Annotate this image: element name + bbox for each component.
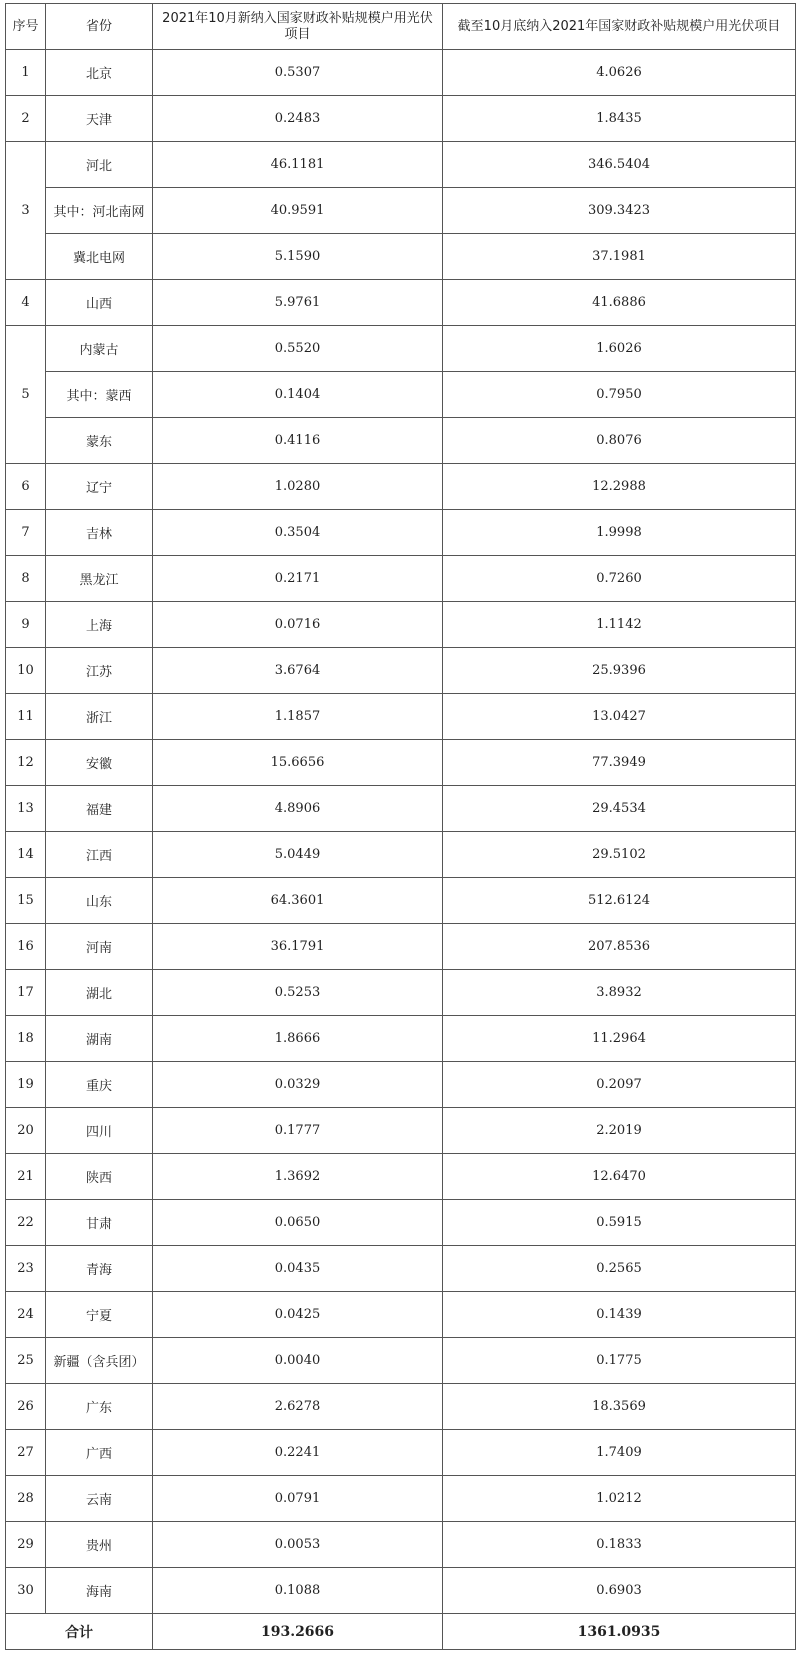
row-cumulative-value: 0.6903 — [443, 1568, 796, 1614]
row-province: 天津 — [46, 96, 153, 142]
row-new-value: 0.0716 — [153, 602, 443, 648]
row-province: 江西 — [46, 832, 153, 878]
header-row — [6, 4, 796, 50]
row-index: 16 — [6, 924, 46, 970]
row-new-value: 0.1404 — [153, 372, 443, 418]
row-new-value: 0.0791 — [153, 1476, 443, 1522]
row-new-value: 0.0053 — [153, 1522, 443, 1568]
row-index: 25 — [6, 1338, 46, 1384]
row-cumulative-value: 0.5915 — [443, 1200, 796, 1246]
row-index: 2 — [6, 96, 46, 142]
row-cumulative-value: 512.6124 — [443, 878, 796, 924]
row-new-value: 3.6764 — [153, 648, 443, 694]
row-province: 黑龙江 — [46, 556, 153, 602]
table-row — [6, 1292, 796, 1338]
row-new-value: 1.8666 — [153, 1016, 443, 1062]
row-province: 四川 — [46, 1108, 153, 1154]
row-cumulative-value: 13.0427 — [443, 694, 796, 740]
row-index: 11 — [6, 694, 46, 740]
row-cumulative-value: 29.5102 — [443, 832, 796, 878]
row-cumulative-value: 12.6470 — [443, 1154, 796, 1200]
row-cumulative-value: 1.7409 — [443, 1430, 796, 1476]
table-row — [6, 50, 796, 96]
row-province: 甘肃 — [46, 1200, 153, 1246]
row-index: 15 — [6, 878, 46, 924]
subsidy-table — [5, 3, 796, 1650]
row-index: 1 — [6, 50, 46, 96]
row-province: 河南 — [46, 924, 153, 970]
row-province: 安徽 — [46, 740, 153, 786]
row-cumulative-value: 1.8435 — [443, 96, 796, 142]
table-row — [6, 1522, 796, 1568]
row-index: 7 — [6, 510, 46, 556]
row-cumulative-value: 12.2988 — [443, 464, 796, 510]
table-row — [6, 1476, 796, 1522]
row-index: 14 — [6, 832, 46, 878]
row-cumulative-value: 0.1833 — [443, 1522, 796, 1568]
row-province: 山东 — [46, 878, 153, 924]
table-body — [6, 50, 796, 1614]
row-province: 福建 — [46, 786, 153, 832]
row-new-value: 15.6656 — [153, 740, 443, 786]
row-new-value: 0.4116 — [153, 418, 443, 464]
row-province: 广东 — [46, 1384, 153, 1430]
table-row — [6, 970, 796, 1016]
row-new-value: 36.1791 — [153, 924, 443, 970]
row-new-value: 1.1857 — [153, 694, 443, 740]
row-cumulative-value: 0.8076 — [443, 418, 796, 464]
row-index: 4 — [6, 280, 46, 326]
row-cumulative-value: 1.6026 — [443, 326, 796, 372]
row-index: 23 — [6, 1246, 46, 1292]
table-row — [6, 142, 796, 188]
row-new-value: 2.6278 — [153, 1384, 443, 1430]
table-row — [6, 96, 796, 142]
total-cumulative: 1361.0935 — [443, 1614, 796, 1650]
row-cumulative-value: 41.6886 — [443, 280, 796, 326]
row-index: 18 — [6, 1016, 46, 1062]
row-province: 云南 — [46, 1476, 153, 1522]
table-row — [6, 648, 796, 694]
row-cumulative-value: 0.1775 — [443, 1338, 796, 1384]
row-index: 10 — [6, 648, 46, 694]
table-row — [6, 556, 796, 602]
row-index: 12 — [6, 740, 46, 786]
row-cumulative-value: 3.8932 — [443, 970, 796, 1016]
table-row — [6, 234, 796, 280]
row-province: 湖南 — [46, 1016, 153, 1062]
table-row — [6, 740, 796, 786]
row-province: 冀北电网 — [46, 234, 153, 280]
row-index: 6 — [6, 464, 46, 510]
row-new-value: 1.3692 — [153, 1154, 443, 1200]
row-province: 山西 — [46, 280, 153, 326]
row-index: 17 — [6, 970, 46, 1016]
row-new-value: 0.5307 — [153, 50, 443, 96]
row-cumulative-value: 1.1142 — [443, 602, 796, 648]
row-new-value: 1.0280 — [153, 464, 443, 510]
row-cumulative-value: 309.3423 — [443, 188, 796, 234]
row-province: 吉林 — [46, 510, 153, 556]
table-row — [6, 1384, 796, 1430]
row-new-value: 0.1088 — [153, 1568, 443, 1614]
table-row — [6, 510, 796, 556]
row-province: 内蒙古 — [46, 326, 153, 372]
row-new-value: 64.3601 — [153, 878, 443, 924]
row-province: 其中：蒙西 — [46, 372, 153, 418]
row-index: 20 — [6, 1108, 46, 1154]
row-cumulative-value: 1.0212 — [443, 1476, 796, 1522]
row-new-value: 46.1181 — [153, 142, 443, 188]
row-province: 江苏 — [46, 648, 153, 694]
row-index: 21 — [6, 1154, 46, 1200]
row-new-value: 5.1590 — [153, 234, 443, 280]
row-cumulative-value: 2.2019 — [443, 1108, 796, 1154]
row-new-value: 0.0435 — [153, 1246, 443, 1292]
row-new-value: 0.0329 — [153, 1062, 443, 1108]
row-index: 8 — [6, 556, 46, 602]
table-row — [6, 786, 796, 832]
row-new-value: 5.9761 — [153, 280, 443, 326]
row-province: 贵州 — [46, 1522, 153, 1568]
row-new-value: 0.1777 — [153, 1108, 443, 1154]
table-row — [6, 602, 796, 648]
table-row — [6, 1430, 796, 1476]
row-new-value: 0.2241 — [153, 1430, 443, 1476]
total-row — [6, 1614, 796, 1650]
row-index: 29 — [6, 1522, 46, 1568]
row-cumulative-value: 77.3949 — [443, 740, 796, 786]
header-province: 省份 — [46, 4, 153, 50]
table-row — [6, 694, 796, 740]
row-province: 新疆（含兵团） — [46, 1338, 153, 1384]
total-new: 193.2666 — [153, 1614, 443, 1650]
row-new-value: 0.0040 — [153, 1338, 443, 1384]
row-cumulative-value: 0.2097 — [443, 1062, 796, 1108]
table-row — [6, 188, 796, 234]
row-index: 28 — [6, 1476, 46, 1522]
table-row — [6, 1108, 796, 1154]
row-index: 13 — [6, 786, 46, 832]
row-cumulative-value: 1.9998 — [443, 510, 796, 556]
row-index: 30 — [6, 1568, 46, 1614]
row-cumulative-value: 207.8536 — [443, 924, 796, 970]
row-new-value: 0.0425 — [153, 1292, 443, 1338]
row-province: 重庆 — [46, 1062, 153, 1108]
table-row — [6, 1200, 796, 1246]
row-new-value: 0.3504 — [153, 510, 443, 556]
row-new-value: 0.5253 — [153, 970, 443, 1016]
row-cumulative-value: 29.4534 — [443, 786, 796, 832]
table-row — [6, 924, 796, 970]
row-index: 9 — [6, 602, 46, 648]
row-province: 广西 — [46, 1430, 153, 1476]
table-row — [6, 464, 796, 510]
row-province: 浙江 — [46, 694, 153, 740]
row-province: 青海 — [46, 1246, 153, 1292]
row-index: 3 — [6, 142, 46, 280]
row-province: 其中：河北南网 — [46, 188, 153, 234]
row-index: 27 — [6, 1430, 46, 1476]
row-province: 陕西 — [46, 1154, 153, 1200]
row-cumulative-value: 0.7260 — [443, 556, 796, 602]
table-row — [6, 418, 796, 464]
row-new-value: 40.9591 — [153, 188, 443, 234]
row-province: 宁夏 — [46, 1292, 153, 1338]
total-label: 合计 — [6, 1614, 153, 1650]
row-new-value: 4.8906 — [153, 786, 443, 832]
row-cumulative-value: 11.2964 — [443, 1016, 796, 1062]
header-new-projects: 2021年10月新纳入国家财政补贴规模户用光伏项目 — [153, 4, 443, 50]
table-row — [6, 1338, 796, 1384]
row-new-value: 0.5520 — [153, 326, 443, 372]
row-cumulative-value: 18.3569 — [443, 1384, 796, 1430]
row-index: 19 — [6, 1062, 46, 1108]
table-row — [6, 372, 796, 418]
table-row — [6, 1062, 796, 1108]
row-cumulative-value: 0.2565 — [443, 1246, 796, 1292]
row-new-value: 5.0449 — [153, 832, 443, 878]
row-cumulative-value: 0.1439 — [443, 1292, 796, 1338]
row-index: 26 — [6, 1384, 46, 1430]
table-row — [6, 1154, 796, 1200]
row-cumulative-value: 0.7950 — [443, 372, 796, 418]
row-new-value: 0.2171 — [153, 556, 443, 602]
row-province: 北京 — [46, 50, 153, 96]
row-province: 海南 — [46, 1568, 153, 1614]
row-cumulative-value: 4.0626 — [443, 50, 796, 96]
table-row — [6, 1016, 796, 1062]
header-cumulative-projects: 截至10月底纳入2021年国家财政补贴规模户用光伏项目 — [443, 4, 796, 50]
row-province: 河北 — [46, 142, 153, 188]
row-province: 上海 — [46, 602, 153, 648]
row-province: 湖北 — [46, 970, 153, 1016]
row-cumulative-value: 346.5404 — [443, 142, 796, 188]
row-cumulative-value: 25.9396 — [443, 648, 796, 694]
table-row — [6, 326, 796, 372]
row-index: 22 — [6, 1200, 46, 1246]
table-row — [6, 878, 796, 924]
table-row — [6, 280, 796, 326]
row-province: 辽宁 — [46, 464, 153, 510]
row-index: 24 — [6, 1292, 46, 1338]
row-new-value: 0.0650 — [153, 1200, 443, 1246]
header-index: 序号 — [6, 4, 46, 50]
row-new-value: 0.2483 — [153, 96, 443, 142]
row-cumulative-value: 37.1981 — [443, 234, 796, 280]
table-row — [6, 1568, 796, 1614]
table-row — [6, 832, 796, 878]
row-province: 蒙东 — [46, 418, 153, 464]
table-row — [6, 1246, 796, 1292]
row-index: 5 — [6, 326, 46, 464]
